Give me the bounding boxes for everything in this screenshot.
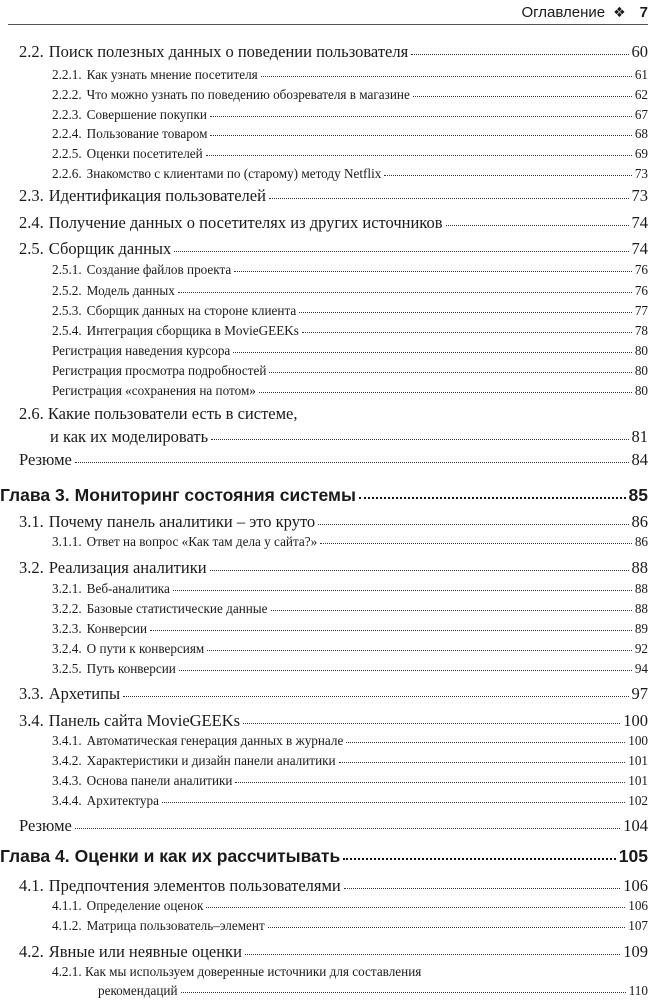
entry-page-number: 80 xyxy=(634,343,648,358)
entry-page-number: 81 xyxy=(631,427,648,446)
entry-line-2 xyxy=(50,427,648,447)
dot-leader xyxy=(178,292,632,293)
entry-number: 4.1. xyxy=(19,876,44,895)
entry-number: 2.5.4. xyxy=(52,323,82,338)
dot-leader xyxy=(234,271,632,272)
entry-page-number: 94 xyxy=(634,661,648,676)
dot-leader xyxy=(384,175,631,176)
dot-leader xyxy=(268,927,625,928)
entry-title: Поиск полезных данных о поведении пользователя xyxy=(48,42,409,61)
dot-leader xyxy=(243,723,620,724)
entry-number: 2.2.2. xyxy=(52,87,82,102)
dot-leader xyxy=(206,155,632,156)
entry-number: 3.4.2. xyxy=(52,753,82,768)
entry-page-number: 109 xyxy=(623,942,648,961)
toc-subsection-entry xyxy=(52,166,648,182)
entry-title: Ответ на вопрос «Как там дела у сайта?» xyxy=(86,534,318,549)
toc-subsection-entry xyxy=(52,661,648,677)
dot-leader xyxy=(207,650,632,651)
entry-number: 3.1.1. xyxy=(52,534,82,549)
entry-number: Глава 3. xyxy=(0,485,70,505)
dot-leader xyxy=(269,372,631,373)
toc-chapter-entry xyxy=(0,846,648,867)
entry-title: Регистрация «сохранения на потом» xyxy=(52,383,256,398)
dot-leader xyxy=(339,762,626,763)
entry-title: Оценки и как их рассчитывать xyxy=(74,846,341,866)
entry-number: 2.5.1. xyxy=(52,262,82,277)
entry-page-number: 73 xyxy=(634,166,648,181)
entry-number: 2.5.2. xyxy=(52,283,82,298)
dot-leader xyxy=(162,802,625,803)
entry-line-1 xyxy=(19,404,298,424)
entry-title: Как мы используем доверенные источники для составления xyxy=(84,964,422,979)
entry-line-1 xyxy=(52,964,421,980)
toc-subsection-entry xyxy=(52,621,648,637)
dot-leader xyxy=(359,497,626,499)
toc-chapter-entry xyxy=(0,485,648,506)
dot-leader xyxy=(413,96,632,97)
entry-number: 2.4. xyxy=(19,213,44,232)
entry-title: Оценки посетителей xyxy=(86,146,203,161)
dot-leader xyxy=(261,76,632,77)
toc-section-entry xyxy=(19,684,648,704)
toc-subsection-entry xyxy=(52,262,648,278)
dot-leader xyxy=(411,54,628,55)
toc-section-entry xyxy=(19,876,648,896)
entry-page-number: 74 xyxy=(631,213,648,232)
entry-page-number: 101 xyxy=(628,753,648,768)
entry-number: Глава 4. xyxy=(0,846,70,866)
toc-subsection-entry xyxy=(52,146,648,162)
dot-leader xyxy=(271,610,632,611)
entry-number: 2.2.6. xyxy=(52,166,82,181)
entry-page-number: 92 xyxy=(634,641,648,656)
entry-number: 4.2.1. xyxy=(52,964,82,979)
entry-title: Сборщик данных xyxy=(48,239,172,258)
entry-title: Что можно узнать по поведению обозревателя в магазине xyxy=(86,87,410,102)
entry-number: 3.1. xyxy=(19,512,44,531)
entry-page-number: 68 xyxy=(634,126,648,141)
toc-subsection-entry xyxy=(52,964,648,1002)
entry-number: 3.2.5. xyxy=(52,661,82,676)
entry-title: Интеграция сборщика в MovieGEEKs xyxy=(86,323,299,338)
dot-leader xyxy=(318,524,628,525)
entry-title: Архетипы xyxy=(48,684,121,703)
dot-leader xyxy=(320,543,632,544)
toc-subsection-entry xyxy=(52,107,648,123)
toc-subsection-entry xyxy=(52,323,648,339)
entry-number: 2.2. xyxy=(19,42,44,61)
entry-title: Матрица пользователь–элемент xyxy=(86,918,265,933)
toc-subsection-entry xyxy=(52,793,648,809)
entry-page-number: 76 xyxy=(634,262,648,277)
entry-number: 2.2.4. xyxy=(52,126,82,141)
toc-section-entry xyxy=(19,942,648,962)
entry-title: Характеристики и дизайн панели аналитики xyxy=(86,753,336,768)
dot-leader xyxy=(233,352,632,353)
dot-leader xyxy=(210,570,629,571)
toc-subsection-entry xyxy=(52,733,648,749)
entry-page-number: 106 xyxy=(623,876,648,895)
entry-title: Базовые статистические данные xyxy=(86,601,268,616)
toc-subsection-entry xyxy=(52,753,648,769)
dot-leader xyxy=(123,696,628,697)
entry-title: Получение данных о посетителях из других источников xyxy=(48,213,443,232)
entry-title: Модель данных xyxy=(86,283,175,298)
entry-title: Конверсии xyxy=(86,621,148,636)
toc-subsection-entry xyxy=(52,534,648,550)
running-header xyxy=(521,0,648,24)
toc-subsection-entry xyxy=(52,363,648,379)
dot-leader xyxy=(206,907,625,908)
entry-page-number: 69 xyxy=(634,146,648,161)
entry-page-number: 76 xyxy=(634,283,648,298)
dot-leader xyxy=(181,992,626,993)
entry-number: 4.1.1. xyxy=(52,898,82,913)
entry-page-number: 77 xyxy=(634,303,648,318)
entry-title: Регистрация просмотра подробностей xyxy=(52,363,267,378)
entry-title: Реализация аналитики xyxy=(48,558,207,577)
entry-page-number: 101 xyxy=(628,773,648,788)
dot-leader xyxy=(346,742,625,743)
dot-leader xyxy=(245,954,620,955)
entry-number: 3.2. xyxy=(19,558,44,577)
dot-leader xyxy=(150,630,632,631)
dot-leader xyxy=(174,251,628,252)
entry-page-number: 74 xyxy=(631,239,648,258)
entry-title-continuation: рекомендаций xyxy=(98,983,178,998)
entry-number: 3.4.1. xyxy=(52,733,82,748)
entry-page-number: 104 xyxy=(623,816,648,835)
entry-page-number: 88 xyxy=(634,601,648,616)
toc-subsection-entry xyxy=(52,343,648,359)
entry-title-continuation: и как их моделировать xyxy=(50,427,209,446)
entry-page-number: 88 xyxy=(631,558,648,577)
toc-subsection-entry xyxy=(52,581,648,597)
entry-page-number: 80 xyxy=(634,363,648,378)
entry-title: О пути к конверсиям xyxy=(86,641,205,656)
entry-page-number: 106 xyxy=(628,898,648,913)
toc-section-entry xyxy=(19,404,648,450)
entry-title: Знакомство с клиентами по (старому) методу Netflix xyxy=(86,166,382,181)
entry-page-number: 67 xyxy=(634,107,648,122)
entry-title: Веб-аналитика xyxy=(86,581,170,596)
dot-leader xyxy=(210,135,631,136)
entry-page-number: 60 xyxy=(631,42,648,61)
entry-title: Мониторинг состояния системы xyxy=(74,485,356,505)
toc-section-entry xyxy=(19,213,648,233)
toc-subsection-entry xyxy=(52,641,648,657)
entry-page-number: 110 xyxy=(628,983,648,998)
entry-number: 2.3. xyxy=(19,186,44,205)
entry-page-number: 97 xyxy=(631,684,648,703)
entry-title: Какие пользователи есть в системе, xyxy=(47,404,298,423)
entry-number: 3.2.1. xyxy=(52,581,82,596)
entry-number: 3.3. xyxy=(19,684,44,703)
entry-number: 2.5.3. xyxy=(52,303,82,318)
entry-title: Путь конверсии xyxy=(86,661,176,676)
toc-subsection-entry xyxy=(52,303,648,319)
toc-subsection-entry xyxy=(52,773,648,789)
entry-title: Основа панели аналитики xyxy=(86,773,233,788)
entry-line-2 xyxy=(98,983,648,999)
entry-number: 4.1.2. xyxy=(52,918,82,933)
dot-leader xyxy=(235,782,625,783)
entry-number: 3.4.3. xyxy=(52,773,82,788)
entry-title: Сборщик данных на стороне клиента xyxy=(86,303,297,318)
entry-number: 3.2.3. xyxy=(52,621,82,636)
dot-leader xyxy=(210,116,632,117)
toc-subsection-entry xyxy=(52,87,648,103)
entry-title: Совершение покупки xyxy=(86,107,207,122)
entry-number: 2.2.5. xyxy=(52,146,82,161)
entry-number: 3.2.4. xyxy=(52,641,82,656)
toc-subsection-entry xyxy=(52,126,648,142)
entry-title: Почему панель аналитики – это круто xyxy=(48,512,316,531)
header-page-number: 7 xyxy=(639,3,648,21)
dot-leader xyxy=(302,332,632,333)
entry-page-number: 105 xyxy=(618,846,648,866)
entry-number: 4.2. xyxy=(19,942,44,961)
entry-page-number: 100 xyxy=(628,733,648,748)
entry-page-number: 73 xyxy=(631,186,648,205)
toc-section-entry xyxy=(19,450,648,470)
header-rule xyxy=(8,24,648,25)
entry-page-number: 107 xyxy=(628,918,648,933)
entry-title: Резюме xyxy=(19,816,72,835)
toc-subsection-entry xyxy=(52,898,648,914)
entry-page-number: 86 xyxy=(634,534,648,549)
dot-leader xyxy=(344,888,620,889)
header-section-title: Оглавление xyxy=(521,3,606,21)
entry-number: 2.6. xyxy=(19,404,44,423)
toc-section-entry xyxy=(19,239,648,259)
entry-page-number: 100 xyxy=(623,711,648,730)
toc-subsection-entry xyxy=(52,67,648,83)
entry-page-number: 86 xyxy=(631,512,648,531)
entry-title: Как узнать мнение посетителя xyxy=(86,67,258,82)
dot-leader xyxy=(211,439,628,440)
dot-leader xyxy=(269,198,629,199)
entry-title: Регистрация наведения курсора xyxy=(52,343,231,358)
entry-page-number: 62 xyxy=(634,87,648,102)
entry-number: 3.2.2. xyxy=(52,601,82,616)
toc-subsection-entry xyxy=(52,283,648,299)
entry-number: 3.4. xyxy=(19,711,44,730)
entry-page-number: 84 xyxy=(631,450,648,469)
toc-subsection-entry xyxy=(52,383,648,399)
entry-page-number: 61 xyxy=(634,67,648,82)
entry-number: 3.4.4. xyxy=(52,793,82,808)
toc-section-entry xyxy=(19,42,648,62)
toc-section-entry xyxy=(19,816,648,836)
entry-page-number: 102 xyxy=(628,793,648,808)
entry-title: Панель сайта MovieGEEKs xyxy=(48,711,241,730)
ornament-icon: ❖ xyxy=(613,3,626,20)
entry-title: Архитектура xyxy=(86,793,159,808)
toc-section-entry xyxy=(19,711,648,731)
entry-title: Идентификация пользователей xyxy=(48,186,266,205)
entry-page-number: 80 xyxy=(634,383,648,398)
entry-title: Явные или неявные оценки xyxy=(48,942,242,961)
dot-leader xyxy=(75,828,620,829)
entry-title: Пользование товаром xyxy=(86,126,208,141)
dot-leader xyxy=(173,590,632,591)
entry-title: Автоматическая генерация данных в журнале xyxy=(86,733,344,748)
entry-page-number: 88 xyxy=(634,581,648,596)
toc-section-entry xyxy=(19,558,648,578)
dot-leader xyxy=(179,670,632,671)
entry-number: 2.2.3. xyxy=(52,107,82,122)
toc-section-entry xyxy=(19,512,648,532)
entry-page-number: 89 xyxy=(634,621,648,636)
entry-title: Создание файлов проекта xyxy=(86,262,232,277)
entry-number: 2.2.1. xyxy=(52,67,82,82)
entry-title: Резюме xyxy=(19,450,72,469)
toc-subsection-entry xyxy=(52,918,648,934)
entry-page-number: 78 xyxy=(634,323,648,338)
entry-title: Предпочтения элементов пользователями xyxy=(48,876,341,895)
dot-leader xyxy=(446,225,629,226)
toc-subsection-entry xyxy=(52,601,648,617)
entry-number: 2.5. xyxy=(19,239,44,258)
entry-page-number: 85 xyxy=(628,485,648,505)
dot-leader xyxy=(75,462,629,463)
dot-leader xyxy=(343,858,616,860)
dot-leader xyxy=(259,392,632,393)
toc-section-entry xyxy=(19,186,648,206)
dot-leader xyxy=(299,312,632,313)
entry-title: Определение оценок xyxy=(86,898,204,913)
